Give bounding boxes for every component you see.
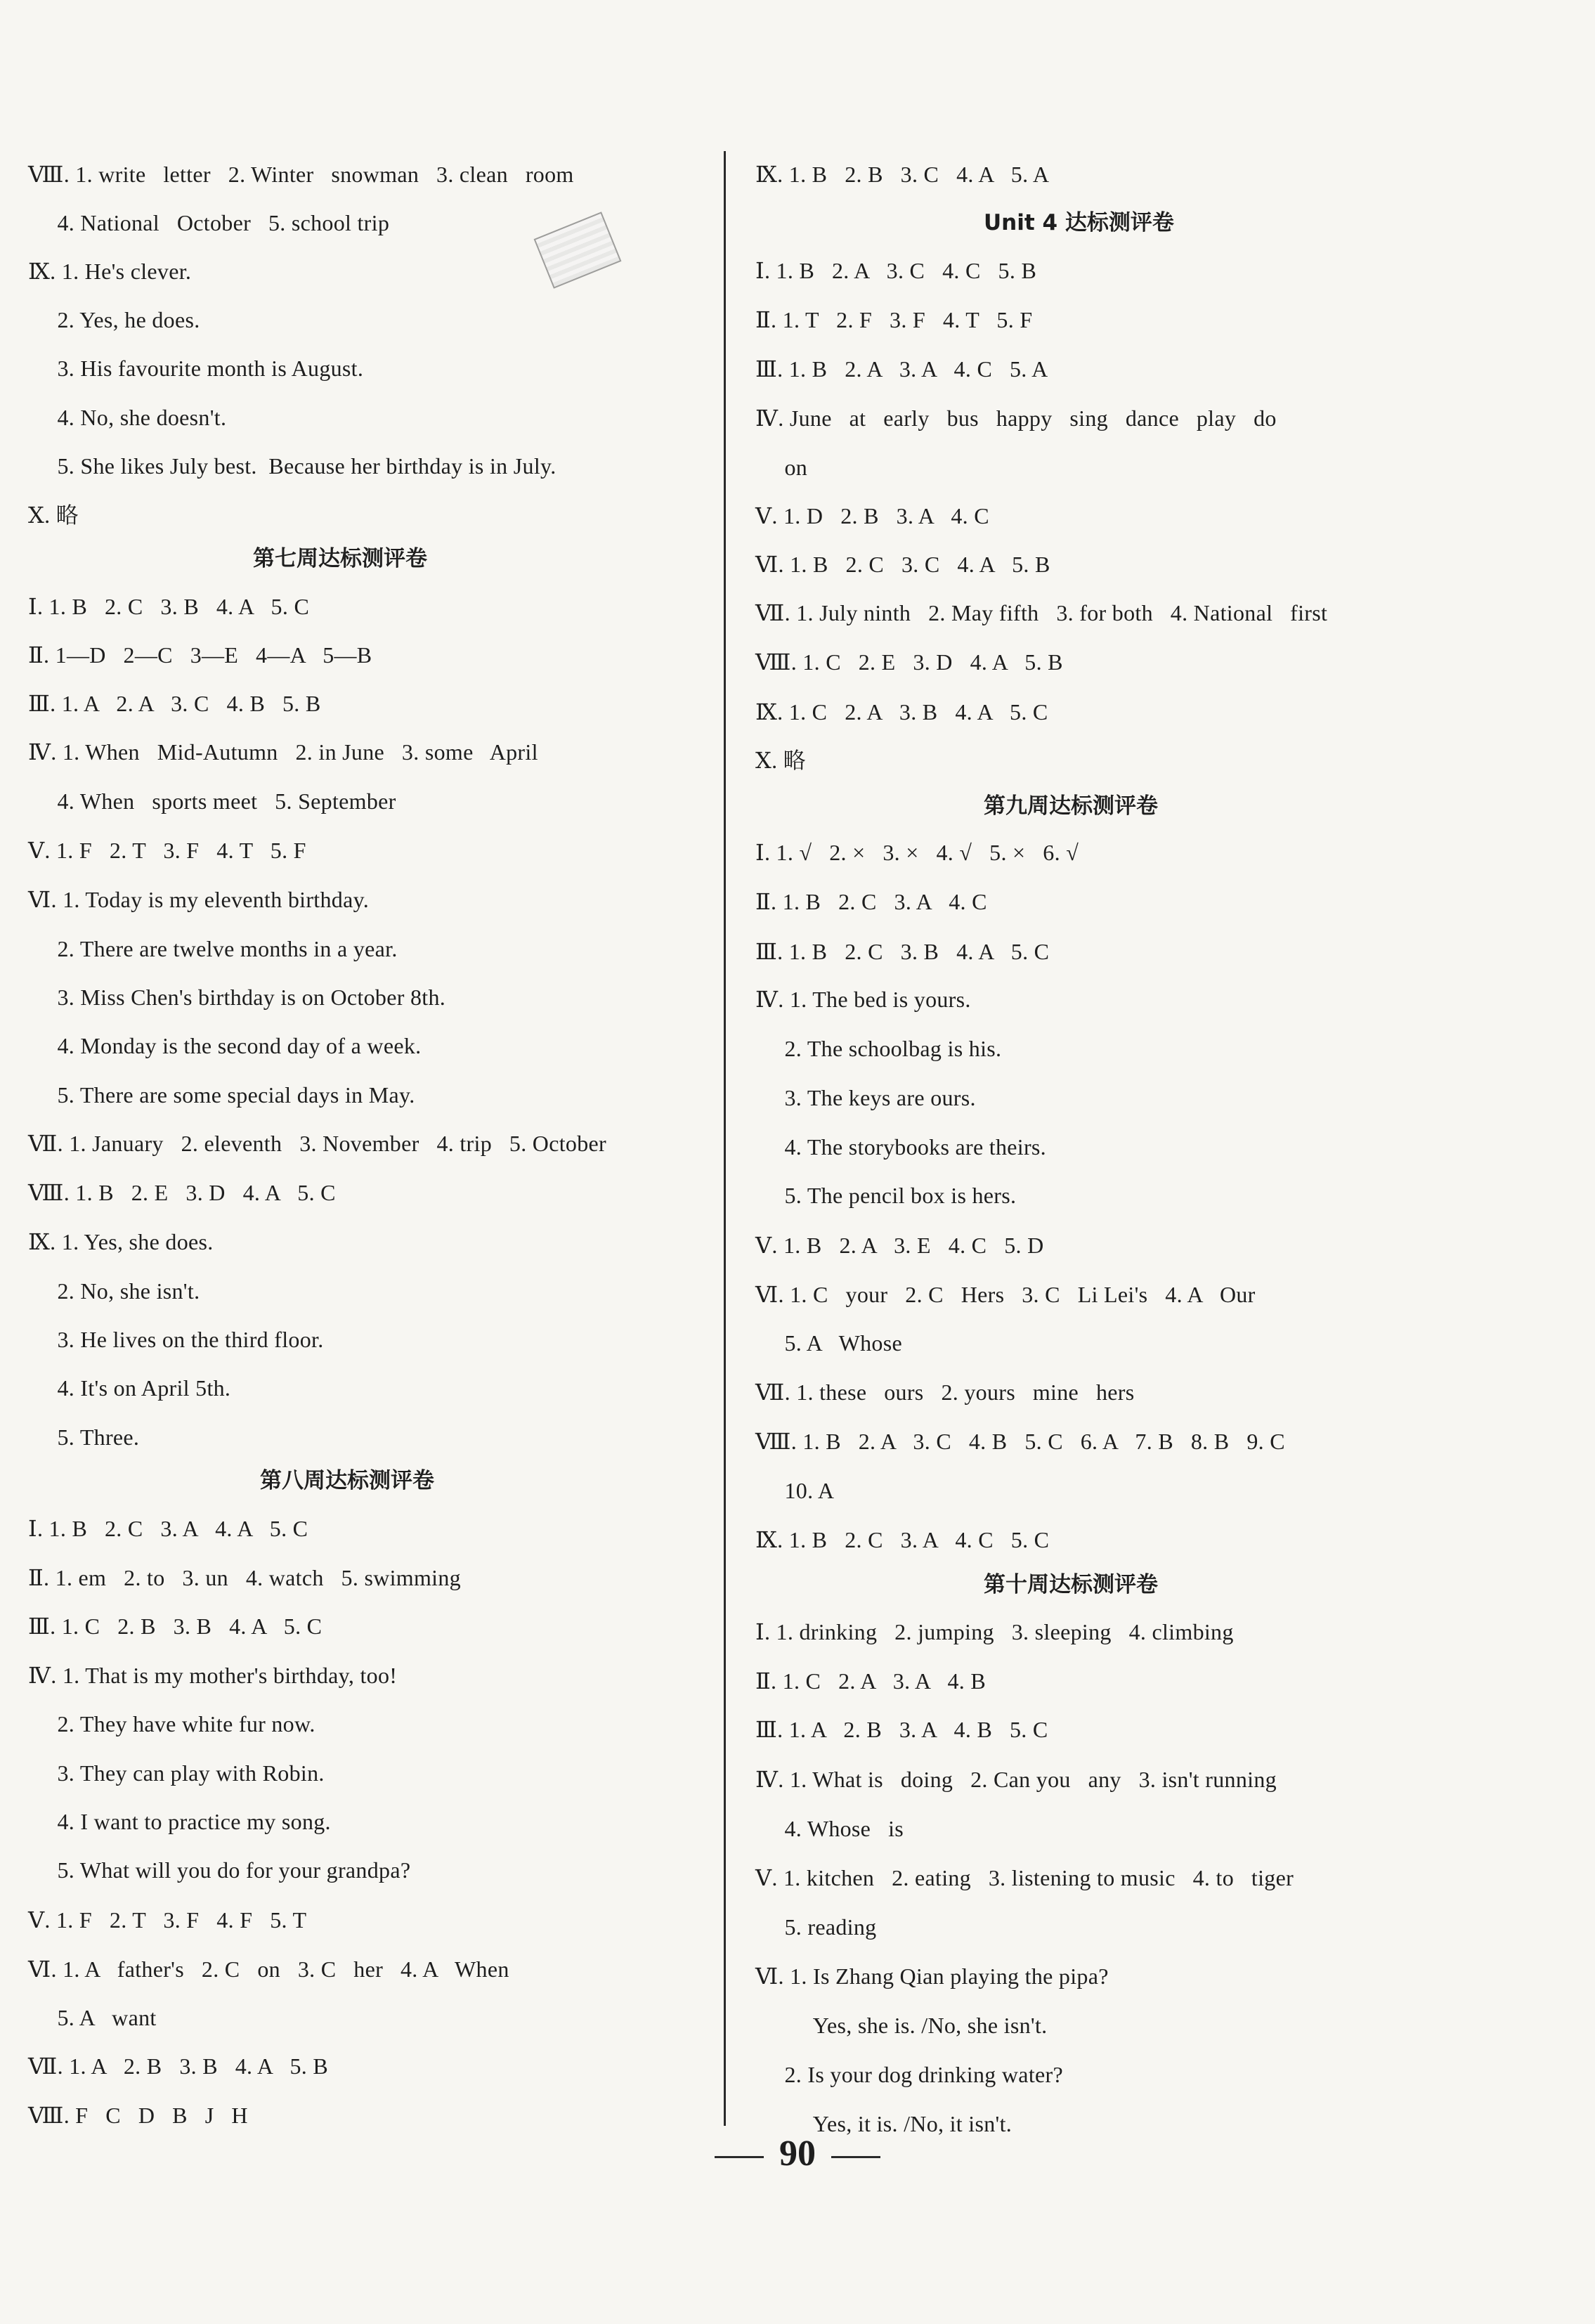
right-answer-line: Ⅵ. 1. C your 2. C Hers 3. C Li Lei's 4. A Our	[755, 1282, 1256, 1307]
left-answer-line: Ⅷ. 1. write letter 2. Winter snowman 3. clean room	[28, 162, 574, 187]
left-answer-line: 5. Three.	[28, 1424, 140, 1450]
left-answer-line: 4. I want to practice my song.	[28, 1809, 331, 1834]
right-answer-line: Ⅸ. 1. B 2. B 3. C 4. A 5. A	[755, 162, 1050, 187]
right-answer-line: 3. The keys are ours.	[755, 1085, 976, 1110]
right-section-heading: 第九周达标测评卷	[984, 793, 1158, 819]
right-answer-line: Ⅲ. 1. A 2. B 3. A 4. B 5. C	[755, 1717, 1048, 1742]
right-answer-line: Ⅳ. 1. What is doing 2. Can you any 3. isn't running	[755, 1767, 1277, 1792]
right-answer-line: 5. The pencil box is hers.	[755, 1183, 1017, 1208]
right-answer-line: Ⅶ. 1. these ours 2. yours mine hers	[755, 1380, 1135, 1405]
left-answer-line: 4. When sports meet 5. September	[28, 788, 396, 814]
left-answer-line: 4. It's on April 5th.	[28, 1375, 231, 1401]
right-answer-line: Ⅴ. 1. B 2. A 3. E 4. C 5. D	[755, 1233, 1044, 1258]
left-answer-line: 3. His favourite month is August.	[28, 356, 364, 381]
right-answer-line: Ⅰ. 1. drinking 2. jumping 3. sleeping 4. climbing	[755, 1619, 1234, 1644]
right-answer-line: 5. reading	[755, 1914, 877, 1940]
left-answer-line: Ⅳ. 1. When Mid-Autumn 2. in June 3. some April	[28, 739, 538, 765]
right-answer-line: 2. Is your dog drinking water?	[755, 2062, 1063, 2087]
left-answer-line: Ⅳ. 1. That is my mother's birthday, too!	[28, 1663, 398, 1688]
right-answer-line: Ⅴ. 1. kitchen 2. eating 3. listening to music 4. to tiger	[755, 1865, 1294, 1890]
right-answer-line: Ⅸ. 1. B 2. C 3. A 4. C 5. C	[755, 1527, 1050, 1552]
left-answer-line: Ⅲ. 1. C 2. B 3. B 4. A 5. C	[28, 1614, 323, 1639]
right-answer-line: Ⅱ. 1. C 2. A 3. A 4. B	[755, 1668, 986, 1694]
left-answer-line: 4. No, she doesn't.	[28, 405, 227, 430]
right-answer-line: 2. The schoolbag is his.	[755, 1036, 1002, 1061]
right-answer-line: Ⅱ. 1. B 2. C 3. A 4. C	[755, 889, 987, 914]
right-answer-line: Ⅴ. 1. D 2. B 3. A 4. C	[755, 503, 989, 528]
right-answer-line: Ⅵ. 1. B 2. C 3. C 4. A 5. B	[755, 552, 1050, 577]
left-answer-line: 2. They have white fur now.	[28, 1711, 315, 1736]
left-answer-line: Ⅹ. 略	[28, 502, 79, 528]
left-answer-line: Ⅸ. 1. Yes, she does.	[28, 1229, 214, 1254]
right-answer-line: Ⅳ. June at early bus happy sing dance play do	[755, 405, 1277, 431]
left-answer-line: 5. What will you do for your grandpa?	[28, 1857, 411, 1883]
left-answer-line: 5. She likes July best. Because her birthday is in July.	[28, 453, 556, 479]
page-footer	[0, 2133, 1595, 2175]
left-answer-line: Ⅶ. 1. A 2. B 3. B 4. A 5. B	[28, 2053, 328, 2079]
right-answer-line: Ⅹ. 略	[755, 748, 806, 773]
right-section-heading: Unit 4 达标测评卷	[984, 210, 1174, 235]
footer-dash-left	[715, 2156, 764, 2158]
right-section-heading: 第十周达标测评卷	[984, 1572, 1158, 1597]
left-answer-line: 5. A want	[28, 2005, 157, 2030]
right-answer-line: 4. Whose is	[755, 1816, 904, 1841]
left-answer-line: Ⅰ. 1. B 2. C 3. A 4. A 5. C	[28, 1516, 308, 1541]
left-answer-line: 3. They can play with Robin.	[28, 1760, 325, 1786]
right-answer-line: Ⅶ. 1. July ninth 2. May fifth 3. for both 4. National first	[755, 600, 1328, 625]
right-answer-line: 5. A Whose	[755, 1330, 902, 1356]
left-answer-line: Ⅴ. 1. F 2. T 3. F 4. T 5. F	[28, 838, 306, 863]
right-answer-line: Ⅰ. 1. B 2. A 3. C 4. C 5. B	[755, 258, 1037, 283]
left-answer-line: Ⅱ. 1—D 2—C 3—E 4—A 5—B	[28, 642, 372, 668]
right-answer-line: Ⅱ. 1. T 2. F 3. F 4. T 5. F	[755, 307, 1033, 332]
right-answer-line: on	[755, 455, 808, 480]
left-section-heading: 第八周达标测评卷	[260, 1468, 434, 1493]
left-answer-line: 2. Yes, he does.	[28, 307, 200, 332]
right-answer-line: Ⅳ. 1. The bed is yours.	[755, 987, 971, 1012]
left-answer-line: Ⅴ. 1. F 2. T 3. F 4. F 5. T	[28, 1907, 307, 1933]
column-divider	[724, 151, 726, 2126]
right-answer-line: Ⅷ. 1. B 2. A 3. C 4. B 5. C 6. A 7. B 8. B 9. C	[755, 1429, 1285, 1454]
left-answer-line: Ⅷ. F C D B J H	[28, 2103, 248, 2128]
right-answer-line: Ⅵ. 1. Is Zhang Qian playing the pipa?	[755, 1963, 1109, 1989]
right-answer-line: Ⅷ. 1. C 2. E 3. D 4. A 5. B	[755, 649, 1063, 675]
left-answer-line: Ⅵ. 1. A father's 2. C on 3. C her 4. A When	[28, 1956, 509, 1982]
right-answer-line: 4. The storybooks are theirs.	[755, 1134, 1046, 1160]
left-answer-line: 4. Monday is the second day of a week.	[28, 1033, 422, 1058]
left-answer-line: Ⅱ. 1. em 2. to 3. un 4. watch 5. swimming	[28, 1565, 461, 1590]
left-section-heading: 第七周达标测评卷	[253, 546, 427, 571]
right-answer-line: Ⅸ. 1. C 2. A 3. B 4. A 5. C	[755, 699, 1048, 725]
right-answer-line: Ⅲ. 1. B 2. C 3. B 4. A 5. C	[755, 939, 1050, 964]
right-answer-line: Yes, she is. /No, she isn't.	[755, 2013, 1048, 2038]
left-answer-line: Ⅸ. 1. He's clever.	[28, 259, 192, 284]
left-answer-line: 3. He lives on the third floor.	[28, 1327, 324, 1352]
left-answer-line: Ⅰ. 1. B 2. C 3. B 4. A 5. C	[28, 594, 310, 619]
stamp-icon	[534, 212, 622, 288]
footer-dash-right	[831, 2156, 880, 2158]
left-answer-line: Ⅵ. 1. Today is my eleventh birthday.	[28, 887, 370, 912]
right-answer-line: Ⅰ. 1. √ 2. × 3. × 4. √ 5. × 6. √	[755, 840, 1079, 865]
left-answer-line: 4. National October 5. school trip	[28, 210, 390, 235]
left-answer-line: Ⅷ. 1. B 2. E 3. D 4. A 5. C	[28, 1180, 336, 1205]
left-answer-line: 2. No, she isn't.	[28, 1278, 200, 1304]
right-answer-line: 10. A	[755, 1478, 835, 1503]
left-answer-line: Ⅶ. 1. January 2. eleventh 3. November 4. trip 5. October	[28, 1131, 606, 1156]
right-answer-line: Ⅲ. 1. B 2. A 3. A 4. C 5. A	[755, 356, 1048, 382]
right-answer-line: Yes, it is. /No, it isn't.	[755, 2111, 1013, 2136]
left-answer-line: 5. There are some special days in May.	[28, 1082, 415, 1108]
page-number: 90	[779, 2134, 816, 2174]
left-answer-line: 2. There are twelve months in a year.	[28, 936, 398, 961]
left-answer-line: 3. Miss Chen's birthday is on October 8th.	[28, 985, 446, 1010]
left-answer-line: Ⅲ. 1. A 2. A 3. C 4. B 5. B	[28, 691, 321, 716]
